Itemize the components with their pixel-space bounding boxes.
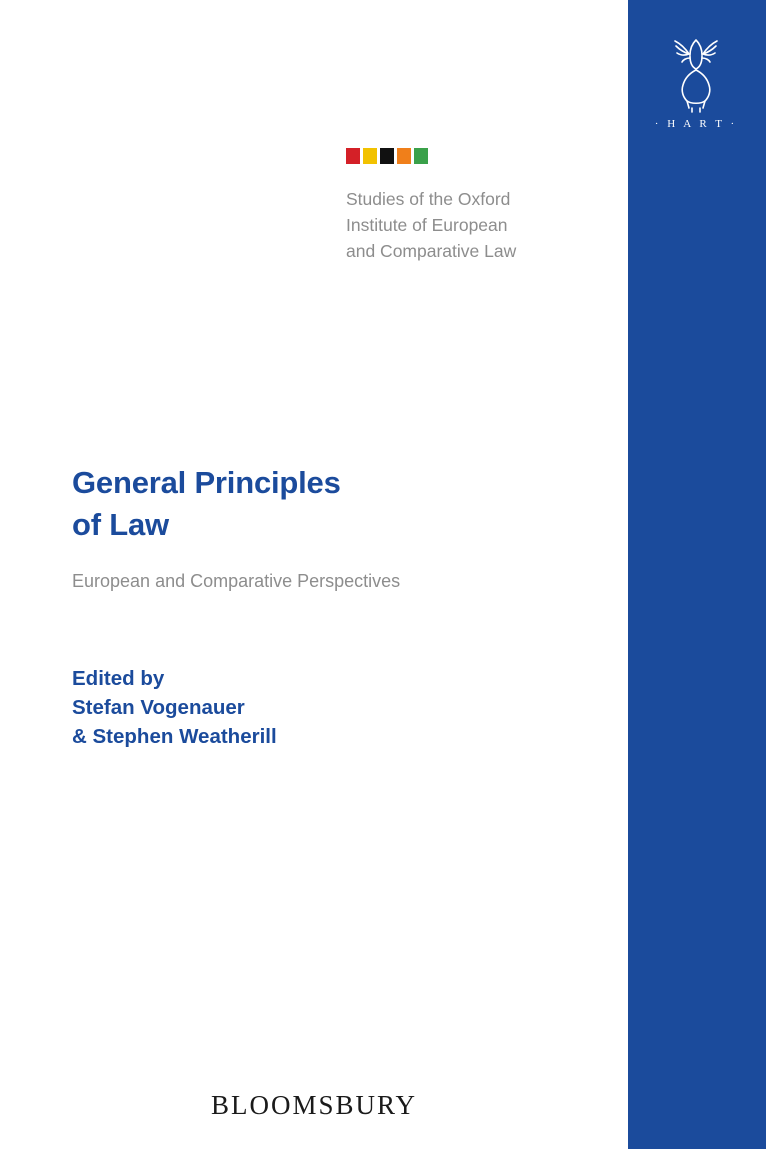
series-colour-bar — [346, 148, 428, 164]
book-title-line-1: General Principles — [72, 465, 341, 500]
book-title-line-2: of Law — [72, 507, 169, 542]
editors-block — [72, 664, 592, 751]
colour-swatch-orange — [397, 148, 411, 164]
publisher-wordmark: BLOOMSBURY — [210, 1090, 418, 1120]
series-line-3: and Comparative Law — [346, 241, 517, 261]
book-subtitle: European and Comparative Perspectives — [72, 571, 401, 591]
spine-colour-band — [628, 0, 766, 1149]
editor-name-1: Stefan Vogenauer — [72, 696, 245, 719]
hart-publisher-logo — [646, 28, 746, 138]
editors-label: Edited by — [72, 667, 165, 690]
colour-swatch-red — [346, 148, 360, 164]
title-block — [72, 462, 592, 594]
series-title — [346, 186, 646, 264]
colour-swatch-green — [414, 148, 428, 164]
deer-stag-icon — [659, 28, 733, 114]
series-line-1: Studies of the Oxford — [346, 189, 511, 209]
editor-name-2: & Stephen Weatherill — [72, 725, 277, 748]
colour-swatch-yellow — [363, 148, 377, 164]
book-title — [72, 462, 592, 546]
series-line-2: Institute of European — [346, 215, 508, 235]
colour-swatch-black — [380, 148, 394, 164]
hart-wordmark: · H A R T · — [654, 118, 738, 130]
